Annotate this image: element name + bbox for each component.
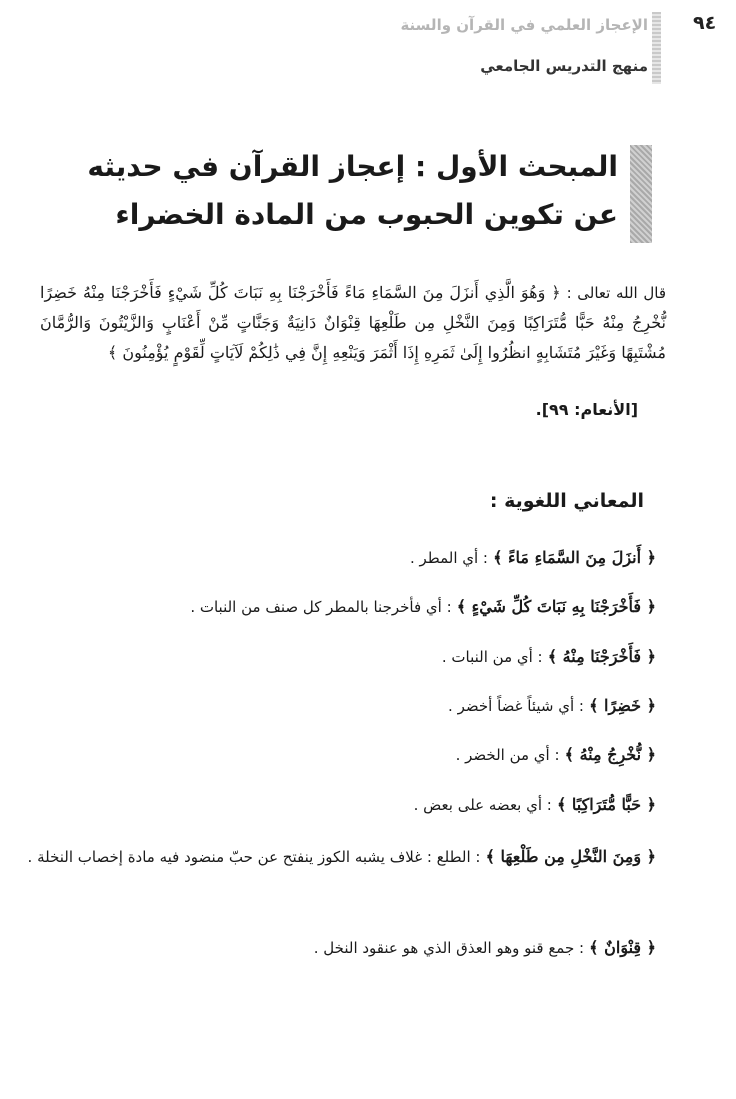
meaning-gloss: : الطلع : غلاف يشبه الكوز ينفتح عن حبّ منضود فيه مادة إخصاب النخلة .	[27, 848, 481, 866]
header-divider-bar	[652, 12, 661, 84]
meaning-term: ﴿ أَنزَلَ مِنَ السَّمَاءِ مَاءً ﴾	[493, 548, 656, 567]
meaning-term: ﴿ حَبًّا مُّتَرَاكِبًا ﴾	[556, 795, 656, 814]
chapter-heading-line-2: عن تكوين الحبوب من المادة الخضراء	[115, 198, 618, 231]
meaning-gloss: : أي المطر .	[409, 549, 488, 567]
verse-intro: قال الله تعالى :	[566, 284, 666, 302]
meaning-term: ﴿ وَمِنَ النَّخْلِ مِن طَلْعِهَا ﴾	[485, 847, 656, 866]
meaning-gloss: : أي بعضه على بعض .	[413, 796, 552, 814]
meaning-term: ﴿ فَأَخْرَجْنَا مِنْهُ ﴾	[547, 647, 656, 666]
meaning-item	[36, 644, 656, 670]
chapter-heading-line-1: المبحث الأول : إعجاز القرآن في حديثه	[87, 150, 618, 183]
meaning-term: ﴿ نُّخْرِجُ مِنْهُ ﴾	[564, 745, 656, 764]
meaning-item	[36, 594, 656, 620]
heading-accent-bar	[630, 145, 652, 243]
meaning-item	[36, 792, 656, 818]
verse-text: ﴿ وَهُوَ الَّذِي أَنزَلَ مِنَ السَّمَاءِ مَاءً فَأَخْرَجْنَا بِهِ نَبَاتَ كُلِّ شَيْءٍ فَأَخْرَجْنَا مِنْهُ خَضِرًا نُّخْرِجُ مِنْهُ حَبًّا مُّتَرَاكِبًا وَمِنَ النَّخْلِ مِن طَلْعِهَا قِنْوَانٌ دَانِيَةٌ وَجَنَّاتٍ مِّنْ أَعْنَابٍ وَالزَّيْتُونَ وَالرُّمَّانَ مُشْتَبِهًا وَغَيْرَ مُتَشَابِهٍ انظُرُوا إِلَىٰ ثَمَرِهِ إِذَا أَثْمَرَ وَيَنْعِهِ إِنَّ فِي ذَٰلِكُمْ لَآيَاتٍ لِّقَوْمٍ يُؤْمِنُونَ ﴾	[40, 283, 666, 362]
meaning-term: ﴿ فَأَخْرَجْنَا بِهِ نَبَاتَ كُلِّ شَيْءٍ ﴾	[456, 597, 656, 616]
meaning-gloss: : جمع قنو وهو العذق الذي هو عنقود النخل .	[313, 939, 585, 957]
running-header-subtitle: منهج التدريس الجامعي	[480, 57, 648, 75]
meanings-section-title: المعاني اللغوية :	[489, 490, 644, 512]
meaning-gloss: : أي من النبات .	[441, 648, 543, 666]
quran-verse-paragraph	[40, 278, 666, 368]
meaning-term: ﴿ خَضِرًا ﴾	[589, 696, 656, 715]
meaning-item	[36, 742, 656, 768]
meaning-term: ﴿ قِنْوَانٌ ﴾	[589, 938, 656, 957]
meaning-item	[36, 693, 656, 719]
meaning-item	[36, 545, 656, 571]
page-number: ٩٤	[693, 12, 717, 34]
meaning-item	[26, 842, 656, 872]
verse-reference: [الأنعام: ٩٩].	[535, 400, 638, 419]
meaning-gloss: : أي من الخضر .	[455, 746, 560, 764]
meaning-gloss: : أي فأخرجنا بالمطر كل صنف من النبات .	[190, 598, 452, 616]
running-header-title: الإعجاز العلمي في القرآن والسنة	[400, 16, 648, 34]
meaning-gloss: : أي شيئاً غضاً أخضر .	[448, 697, 584, 715]
meaning-item	[36, 935, 656, 961]
